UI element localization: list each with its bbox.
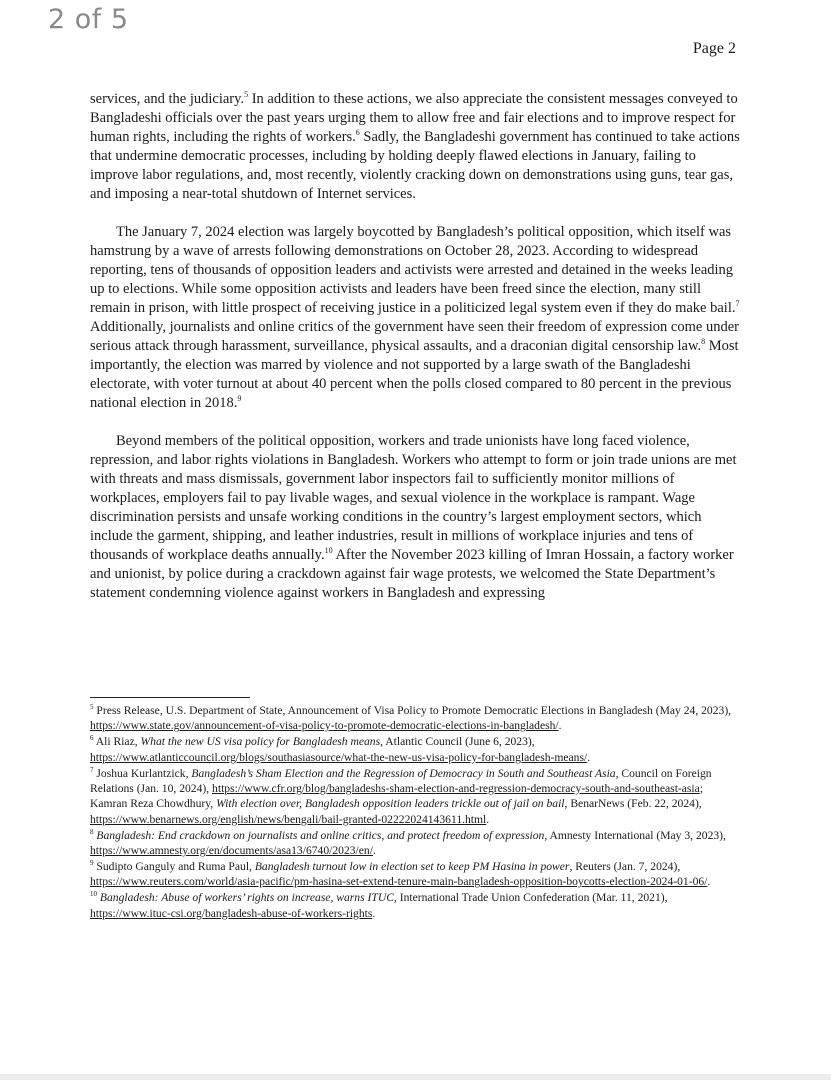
footnote-title: What the new US visa policy for Bangladesh means [140, 735, 381, 749]
footnote-text: International Trade Union Confederation (Mar. 11, 2021), [396, 891, 668, 905]
footnote-8 [90, 828, 740, 859]
paragraph-2 [90, 223, 740, 414]
footnote-ref[interactable]: 8 [701, 337, 706, 347]
paragraph-text: Sadly, the Bangladeshi government has continued to take actions that undermine democratic processes, including by holding deeply flawed elections in January, failing to improve labor regulations, and, most recently, violently cracking down on demonstrations using guns, tear gas, and imposing a near-total shutdown of Internet services. [90, 129, 740, 203]
footnote-10 [90, 890, 740, 921]
footnote-link[interactable]: https://www.atlanticcouncil.org/blogs/southasiasource/what-the-new-us-visa-policy-for-bangladesh-means/ [90, 750, 588, 764]
page-number-label: Page 2 [692, 40, 736, 57]
footnote-separator [90, 697, 250, 698]
footnote-text: , Atlantic Council (June 6, 2023), [380, 735, 535, 749]
letter-body [90, 90, 740, 621]
footnote-ref[interactable]: 9 [237, 394, 242, 404]
paragraph-text: Most importantly, the election was marred by violence and not supported by a large swath of the Bangladeshi electorate, with voter turnout at about 40 percent when the polls closed compared to 80 percent in the previous national election in 2018. [90, 338, 739, 412]
footnote-text: , Council on Foreign Relations (Jan. 10, 2024), [90, 766, 712, 796]
paragraph-3 [90, 432, 740, 604]
footnote-number: 8 [90, 827, 94, 836]
viewer-bottom-edge [0, 1074, 831, 1080]
footnote-link[interactable]: https://www.state.gov/announcement-of-visa-policy-to-promote-democratic-elections-in-bangladesh/ [90, 719, 559, 733]
paragraph-text: The January 7, 2024 election was largely boycotted by Bangladesh’s political opposition, which itself was hamstrung by a wave of arrests following demonstrations on October 28, 2023. According to widespread reporting, tens of thousands of opposition leaders and activists were arrested and detained in the weeks leading up to elections. While some opposition activists and leaders have been freed since the election, many still remain in prison, with little prospect of receiving justice in a politicized legal system even if they do make bail. [90, 223, 736, 316]
footnote-9 [90, 859, 740, 890]
footnote-link[interactable]: https://www.amnesty.org/en/documents/asa13/6740/2023/en/ [90, 844, 373, 858]
footnote-title: With election over, Bangladesh opposition leaders trickle out of jail on bail [216, 797, 565, 811]
footnote-text: . [486, 812, 490, 826]
footnote-ref[interactable]: 7 [735, 299, 740, 309]
paragraph-1 [90, 90, 740, 205]
footnote-text: Joshua Kurlantzick, [93, 766, 192, 780]
footnote-text: , BenarNews (Feb. 22, 2024), [564, 797, 702, 811]
footnote-number: 6 [90, 734, 94, 743]
footnote-link[interactable]: https://www.cfr.org/blog/bangladeshs-sham-election-and-regression-democracy-south-and-southeast-asia [212, 782, 700, 796]
footnote-number: 5 [90, 703, 94, 712]
footnote-number: 7 [90, 765, 94, 774]
footnote-text: Amnesty International (May 3, 2023), [547, 828, 726, 842]
paragraph-text: Additionally, journalists and online critics of the government have seen their freedom of expression come under serious attack through harassment, surveillance, physical assaults, and a draconian digital censorship law. [90, 319, 739, 355]
footnote-title: Bangladesh: Abuse of workers’ rights on increase, warns ITUC, [99, 891, 397, 905]
footnote-text: . [587, 750, 591, 764]
footnote-text: Ali Riaz, [93, 735, 141, 749]
footnote-5 [90, 703, 740, 734]
footnote-ref[interactable]: 5 [244, 90, 249, 100]
footnote-text: , Reuters (Jan. 7, 2024), [569, 860, 681, 874]
footnote-link[interactable]: https://www.reuters.com/world/asia-pacific/pm-hasina-set-extend-tenure-main-bangladesh-opposition-boycotts-election-2024-01-06/ [90, 875, 708, 889]
footnote-text: ; Kamran Reza Chowdhury, [90, 782, 704, 811]
footnote-text: . [372, 906, 376, 920]
footnote-text: . [372, 844, 376, 858]
footnote-title: Bangladesh’s Sham Election and the Regression of Democracy in South and Southeast Asia [191, 766, 616, 780]
footnote-6 [90, 734, 740, 765]
footnote-text: Sudipto Ganguly and Ruma Paul, [93, 860, 255, 874]
footnote-ref[interactable]: 6 [355, 128, 360, 138]
footnotes-section [90, 703, 740, 922]
footnote-ref[interactable]: 10 [324, 546, 333, 556]
footnote-number: 9 [90, 859, 94, 868]
footnote-text: Press Release, U.S. Department of State, Announcement of Visa Policy to Promote Democratic Elections in Bangladesh (May 24, 2023), [93, 704, 732, 717]
paragraph-text: After the November 2023 killing of Imran Hossain, a factory worker and unionist, by police during a crackdown against fair wage protests, we welcomed the State Department’s statement condemning violence against workers in Bangladesh and expressing [90, 547, 734, 602]
footnote-title: Bangladesh: End crackdown on journalists and online critics, and protect freedom of expression, [96, 828, 548, 842]
footnote-text: . [558, 719, 562, 733]
footnote-link[interactable]: https://www.ituc-csi.org/bangladesh-abuse-of-workers-rights [90, 906, 373, 920]
page-counter: 2 of 5 [48, 4, 129, 35]
footnote-7 [90, 766, 740, 828]
footnote-link[interactable]: https://www.benarnews.org/english/news/bengali/bail-granted-02222024143611.html [90, 812, 487, 826]
footnote-number: 10 [90, 890, 97, 899]
paragraph-text: services, and the judiciary. [90, 91, 245, 107]
paragraph-text: In addition to these actions, we also appreciate the consistent messages conveyed to Bangladeshi officials over the past years urging them to allow free and fair elections and to improve respect for human rights, including the rights of workers. [90, 91, 738, 146]
paragraph-text: Beyond members of the political opposition, workers and trade unionists have long faced violence, repression, and labor rights violations in Bangladesh. Workers who attempt to form or join trade unions are met with threats and mass dismissals, government labor inspectors fail to sufficiently monitor millions of workplaces, employers fail to pay livable wages, and sexual violence in the workplace is rampant. Wage discrimination persists and unsafe working conditions in the country’s largest employment sectors, which include the garment, shipping, and leather industries, result in millions of workplace injuries and tens of thousands of workplace deaths annually. [90, 432, 737, 564]
footnote-title: Bangladesh turnout low in election set to keep PM Hasina in power [254, 860, 570, 874]
footnote-text: . [707, 875, 711, 889]
